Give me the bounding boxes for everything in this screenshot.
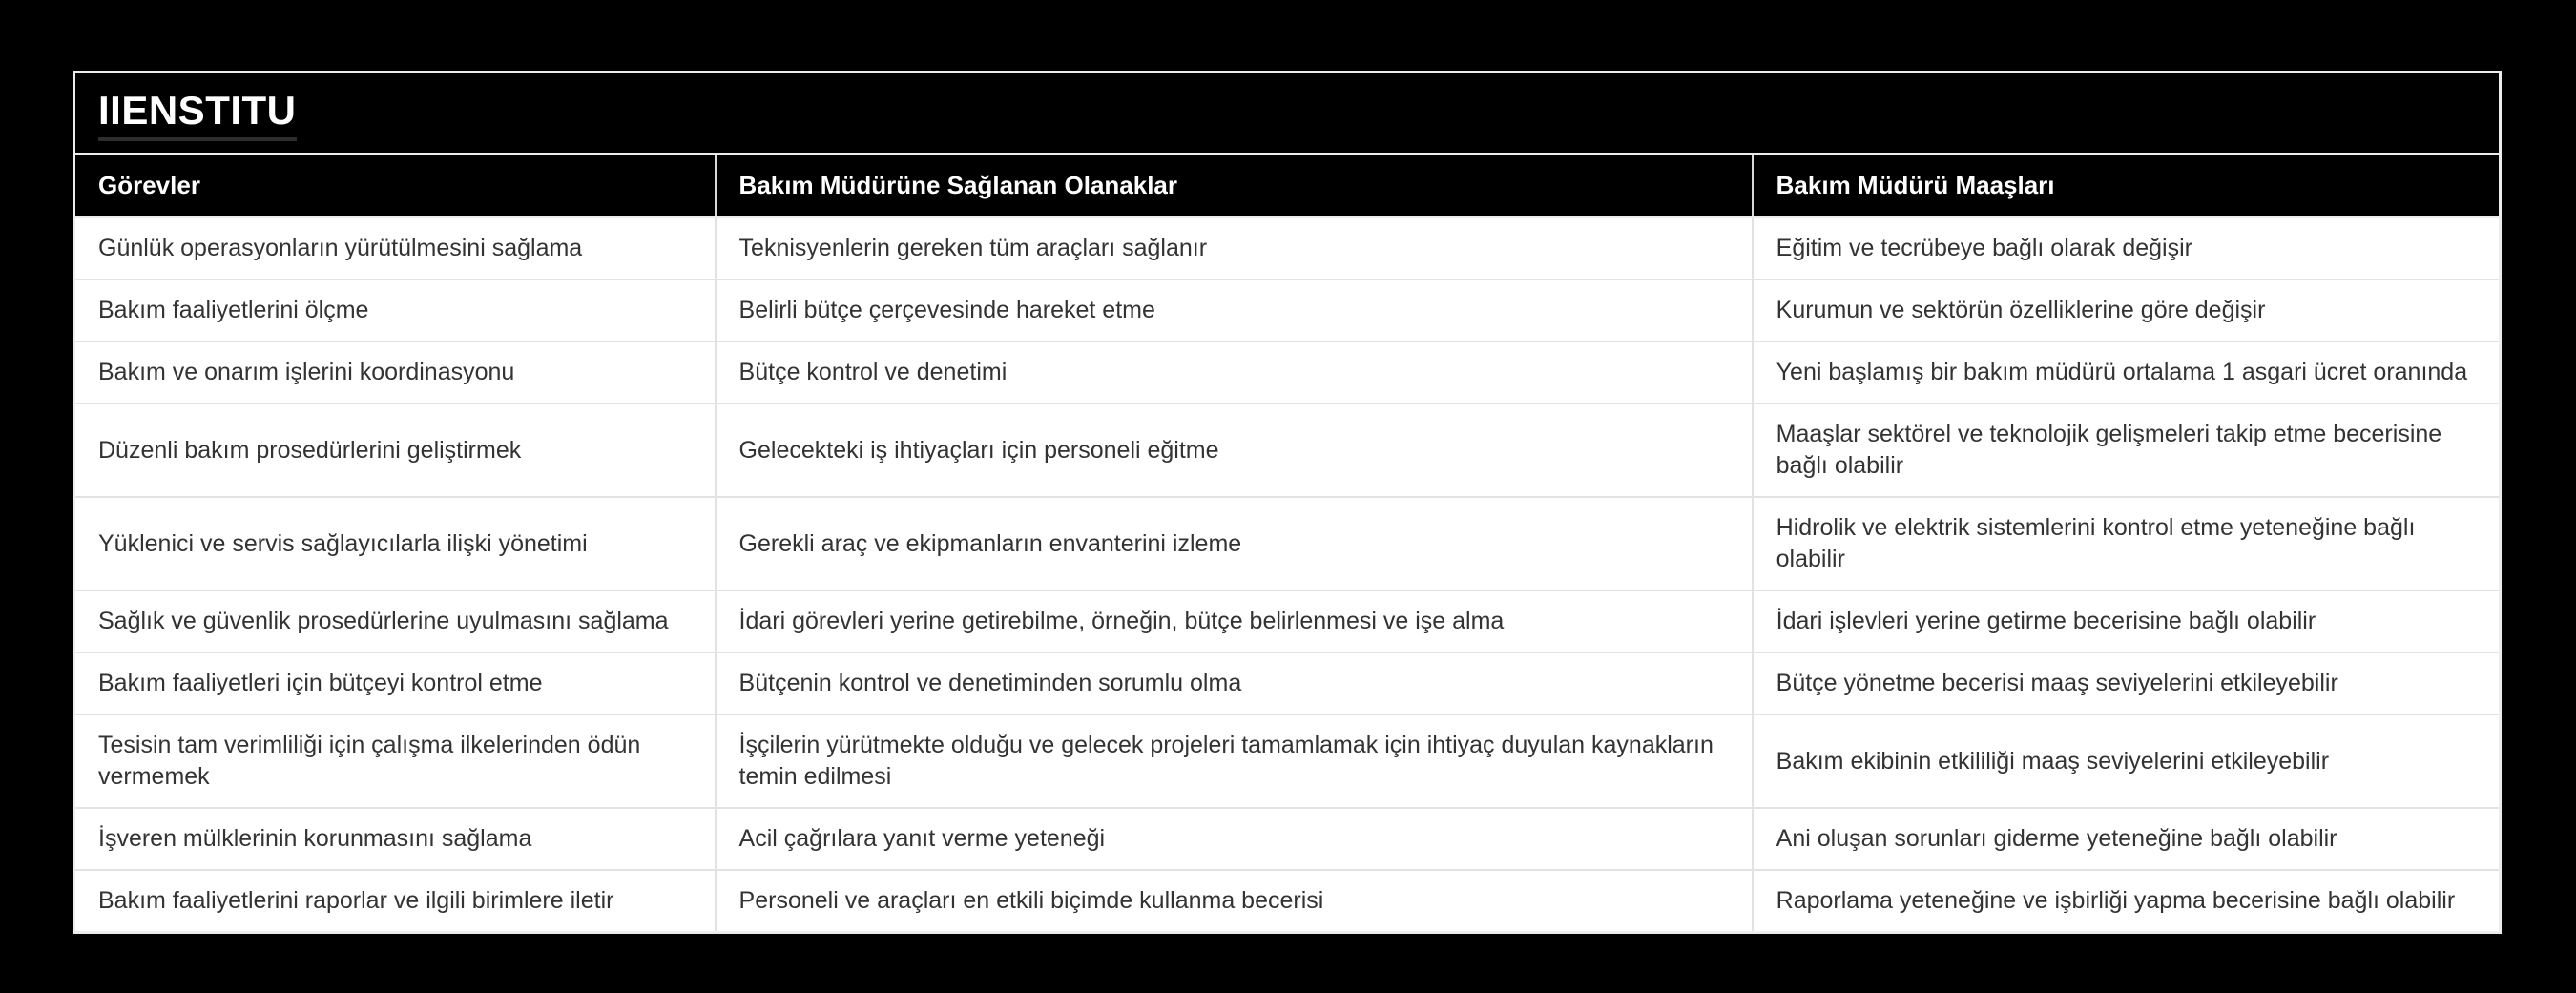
cell-olanak: Bütçe kontrol ve denetimi (716, 341, 1753, 403)
column-header-maaslar: Bakım Müdürü Maaşları (1753, 155, 2499, 217)
cell-maas: Bütçe yönetme becerisi maaş seviyelerini etkileyebilir (1753, 652, 2499, 714)
cell-maas: Yeni başlamış bir bakım müdürü ortalama 1 asgari ücret oranında (1753, 341, 2499, 403)
cell-olanak: Acil çağrılara yanıt verme yeteneği (716, 808, 1753, 870)
table-body (75, 217, 2499, 932)
cell-gorev: Düzenli bakım prosedürlerini geliştirmek (75, 403, 716, 497)
cell-olanak: Gelecekteki iş ihtiyaçları için personeli eğitme (716, 403, 1753, 497)
table-row (75, 403, 2499, 497)
cell-maas: Bakım ekibinin etkililiği maaş seviyelerini etkileyebilir (1753, 714, 2499, 808)
column-header-gorevler: Görevler (75, 155, 716, 217)
cell-gorev: İşveren mülklerinin korunmasını sağlama (75, 808, 716, 870)
cell-gorev: Bakım faaliyetleri için bütçeyi kontrol etme (75, 652, 716, 714)
cell-olanak: Gerekli araç ve ekipmanların envanterini izleme (716, 497, 1753, 590)
cell-olanak: Bütçenin kontrol ve denetiminden sorumlu olma (716, 652, 1753, 714)
table-row (75, 341, 2499, 403)
cell-maas: Eğitim ve tecrübeye bağlı olarak değişir (1753, 217, 2499, 280)
table-row (75, 714, 2499, 808)
cell-maas: İdari işlevleri yerine getirme becerisine bağlı olabilir (1753, 590, 2499, 652)
table-row (75, 870, 2499, 931)
header-row (75, 155, 2499, 217)
cell-olanak: Teknisyenlerin gereken tüm araçları sağlanır (716, 217, 1753, 280)
cell-gorev: Bakım faaliyetlerini raporlar ve ilgili birimlere iletir (75, 870, 716, 931)
table-row (75, 217, 2499, 280)
cell-gorev: Yüklenici ve servis sağlayıcılarla ilişki yönetimi (75, 497, 716, 590)
cell-maas: Maaşlar sektörel ve teknolojik gelişmeleri takip etme becerisine bağlı olabilir (1753, 403, 2499, 497)
cell-olanak: İşçilerin yürütmekte olduğu ve gelecek projeleri tamamlamak için ihtiyaç duyulan kaynakların temin edilmesi (716, 714, 1753, 808)
cell-maas: Kurumun ve sektörün özelliklerine göre değişir (1753, 279, 2499, 341)
table-header (75, 155, 2499, 217)
table-row (75, 497, 2499, 590)
cell-olanak: Belirli bütçe çerçevesinde hareket etme (716, 279, 1753, 341)
content-table-container (73, 71, 2502, 934)
cell-gorev: Tesisin tam verimliliği için çalışma ilkelerinden ödün vermemek (75, 714, 716, 808)
title-band (75, 73, 2499, 155)
cell-gorev: Günlük operasyonların yürütülmesini sağlama (75, 217, 716, 280)
duties-benefits-salaries-table (75, 155, 2499, 931)
cell-gorev: Bakım faaliyetlerini ölçme (75, 279, 716, 341)
cell-maas: Hidrolik ve elektrik sistemlerini kontrol etme yeteneğine bağlı olabilir (1753, 497, 2499, 590)
cell-maas: Ani oluşan sorunları giderme yeteneğine bağlı olabilir (1753, 808, 2499, 870)
table-row (75, 808, 2499, 870)
cell-olanak: Personeli ve araçları en etkili biçimde kullanma becerisi (716, 870, 1753, 931)
cell-olanak: İdari görevleri yerine getirebilme, örneğin, bütçe belirlenmesi ve işe alma (716, 590, 1753, 652)
table-row (75, 279, 2499, 341)
column-header-olanaklar: Bakım Müdürüne Sağlanan Olanaklar (716, 155, 1753, 217)
cell-gorev: Bakım ve onarım işlerini koordinasyonu (75, 341, 716, 403)
cell-maas: Raporlama yeteneğine ve işbirliği yapma becerisine bağlı olabilir (1753, 870, 2499, 931)
cell-gorev: Sağlık ve güvenlik prosedürlerine uyulmasını sağlama (75, 590, 716, 652)
brand-title-link[interactable]: IIENSTITU (98, 89, 297, 141)
table-row (75, 590, 2499, 652)
table-row (75, 652, 2499, 714)
